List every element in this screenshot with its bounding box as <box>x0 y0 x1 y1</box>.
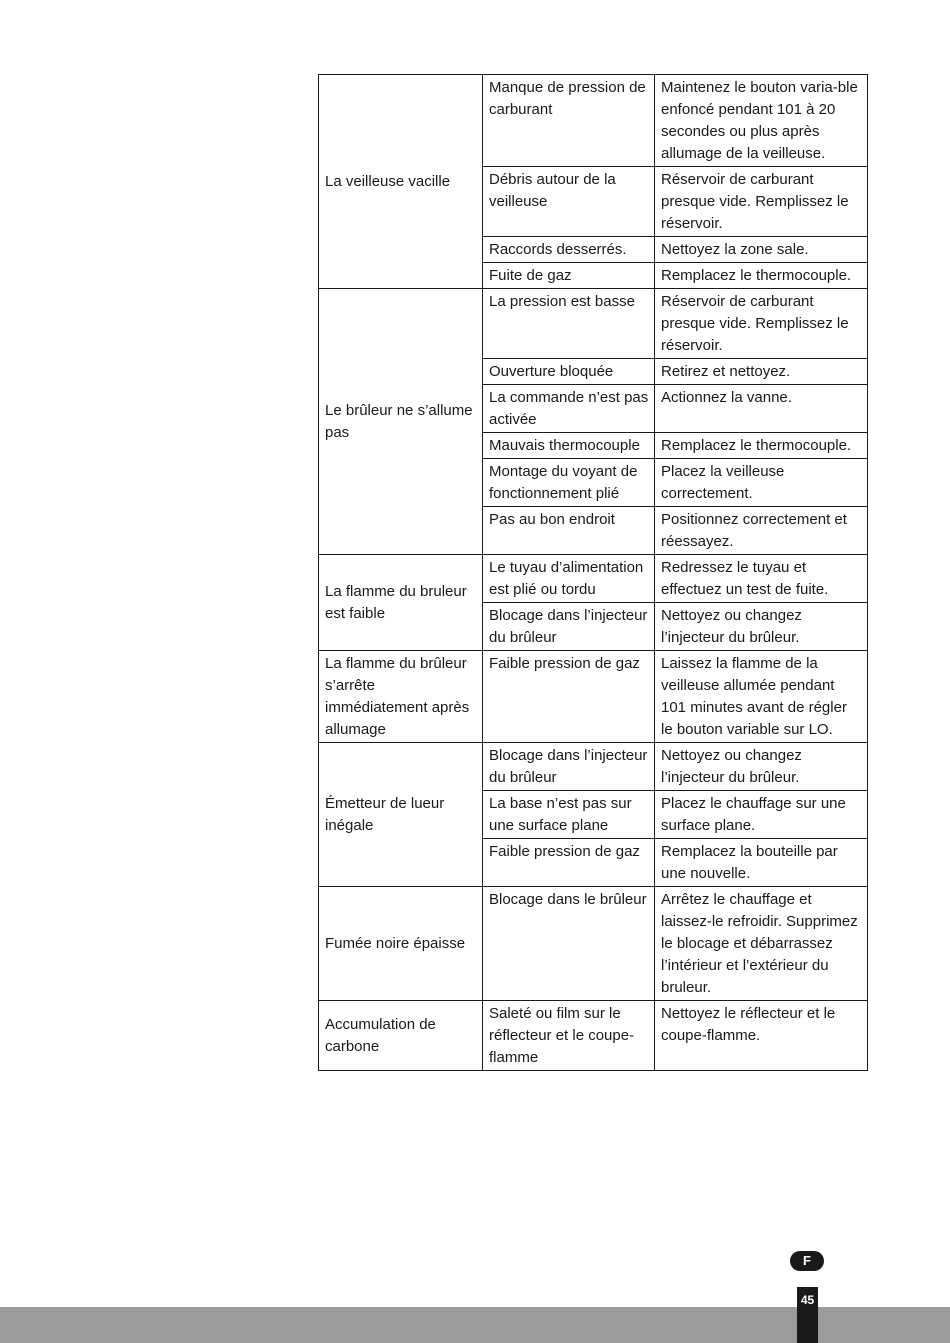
problem-cell: La flamme du brûleur s’arrête immédiatement après allumage <box>319 651 483 743</box>
cause-cell: Raccords desserrés. <box>483 237 655 263</box>
table-row <box>319 887 868 1001</box>
solution-cell: Positionnez correctement et réessayez. <box>655 507 868 555</box>
table-row <box>319 289 868 359</box>
cause-cell: La pression est basse <box>483 289 655 359</box>
language-badge: F <box>790 1251 824 1271</box>
table-row <box>319 743 868 791</box>
solution-cell: Remplacez le thermocouple. <box>655 263 868 289</box>
cause-cell: Fuite de gaz <box>483 263 655 289</box>
solution-cell: Maintenez le bouton varia-ble enfoncé pendant 101 à 20 secondes ou plus après allumage de la veilleuse. <box>655 75 868 167</box>
cause-cell: Mauvais thermocouple <box>483 433 655 459</box>
problem-cell: La veilleuse vacille <box>319 75 483 289</box>
solution-cell: Remplacez le thermocouple. <box>655 433 868 459</box>
table-row <box>319 555 868 603</box>
cause-cell: Faible pression de gaz <box>483 651 655 743</box>
troubleshooting-table <box>318 74 868 1071</box>
problem-cell: Émetteur de lueur inégale <box>319 743 483 887</box>
cause-cell: Blocage dans l’injecteur du brûleur <box>483 743 655 791</box>
table-row <box>319 651 868 743</box>
problem-cell: Fumée noire épaisse <box>319 887 483 1001</box>
solution-cell: Placez la veilleuse correctement. <box>655 459 868 507</box>
cause-cell: Débris autour de la veilleuse <box>483 167 655 237</box>
solution-cell: Placez le chauffage sur une surface plane. <box>655 791 868 839</box>
cause-cell: Pas au bon endroit <box>483 507 655 555</box>
cause-cell: Le tuyau d’alimentation est plié ou tordu <box>483 555 655 603</box>
solution-cell: Réservoir de carburant presque vide. Remplissez le réservoir. <box>655 167 868 237</box>
cause-cell: Ouverture bloquée <box>483 359 655 385</box>
cause-cell: Saleté ou film sur le réflecteur et le coupe-flamme <box>483 1001 655 1071</box>
table-row <box>319 75 868 167</box>
page-number: 45 <box>800 1293 815 1307</box>
cause-cell: La commande n’est pas activée <box>483 385 655 433</box>
problem-cell: Le brûleur ne s’allume pas <box>319 289 483 555</box>
solution-cell: Laissez la flamme de la veilleuse allumée pendant 101 minutes avant de régler le bouton variable sur LO. <box>655 651 868 743</box>
solution-cell: Nettoyez ou changez l’injecteur du brûleur. <box>655 603 868 651</box>
cause-cell: Blocage dans l’injecteur du brûleur <box>483 603 655 651</box>
solution-cell: Actionnez la vanne. <box>655 385 868 433</box>
solution-cell: Nettoyez la zone sale. <box>655 237 868 263</box>
troubleshooting-table-body <box>319 75 868 1071</box>
solution-cell: Nettoyez ou changez l’injecteur du brûleur. <box>655 743 868 791</box>
solution-cell: Remplacez la bouteille par une nouvelle. <box>655 839 868 887</box>
table-row <box>319 1001 868 1071</box>
cause-cell: Faible pression de gaz <box>483 839 655 887</box>
cause-cell: Manque de pression de carburant <box>483 75 655 167</box>
problem-cell: La flamme du bruleur est faible <box>319 555 483 651</box>
cause-cell: Montage du voyant de fonctionnement plié <box>483 459 655 507</box>
solution-cell: Arrêtez le chauffage et laissez-le refroidir. Supprimez le blocage et débarrassez l’intérieur et l’extérieur du bruleur. <box>655 887 868 1001</box>
cause-cell: Blocage dans le brûleur <box>483 887 655 1001</box>
solution-cell: Nettoyez le réflecteur et le coupe-flamme. <box>655 1001 868 1071</box>
solution-cell: Réservoir de carburant presque vide. Remplissez le réservoir. <box>655 289 868 359</box>
problem-cell: Accumulation de carbone <box>319 1001 483 1071</box>
cause-cell: La base n’est pas sur une surface plane <box>483 791 655 839</box>
solution-cell: Redressez le tuyau et effectuez un test de fuite. <box>655 555 868 603</box>
solution-cell: Retirez et nettoyez. <box>655 359 868 385</box>
